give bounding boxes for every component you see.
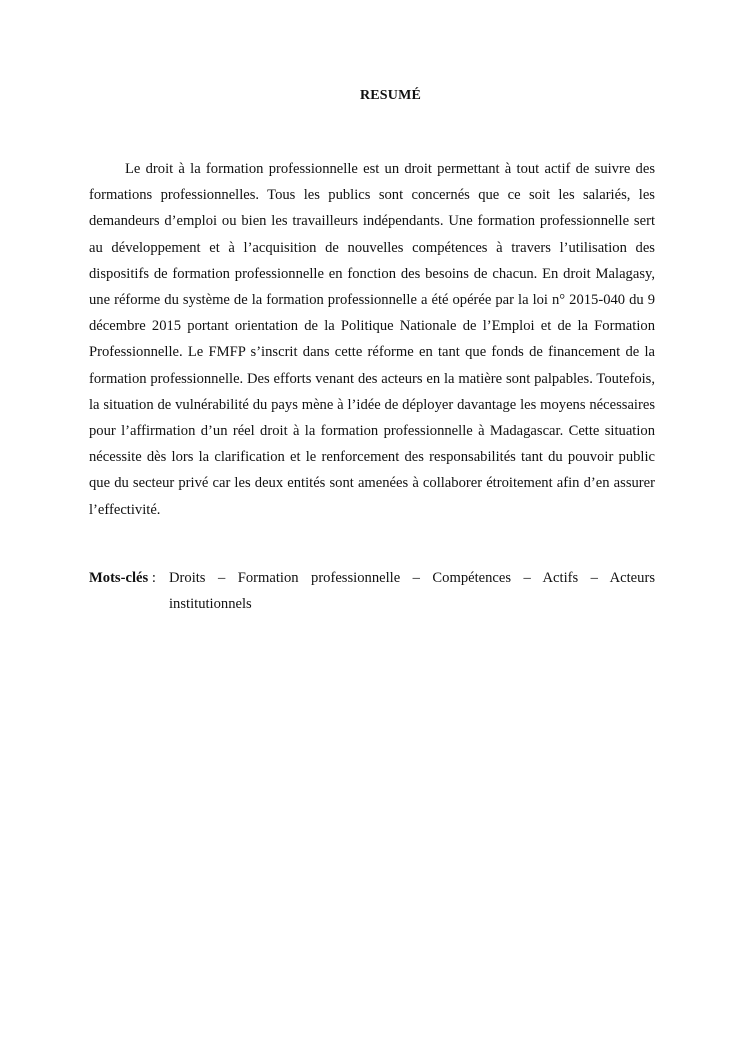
abstract-paragraph: Le droit à la formation professionnelle est un droit permettant à tout actif de suivre des formations professionnelles. Tous les publics sont concernés que ce soit les salariés, les demandeurs d’emploi ou bien les travailleurs indépendants. Une formation professionnelle sert au développement et à l’acquisition de nouvelles compétences à travers l’utilisation des dispositifs de formation professionnelle en fonction des besoins de chacun. En droit Malagasy, une réforme du système de la formation professionnelle a été opérée par la loi n° 2015-040 du 9 décembre 2015 portant orientation de la Politique Nationale de l’Emploi et de la Formation Professionnelle. Le FMFP s’inscrit dans cette réforme en tant que fonds de financement de la formation professionnelle. Des efforts venant des acteurs en la matière sont palpables. Toutefois, la situation de vulnérabilité du pays mène à l’idée de déployer davantage les moyens nécessaires pour l’affirmation d’un réel droit à la formation professionnelle à Madagascar. Cette situation nécessite dès lors la clarification et le renforcement des responsabilités tant du pouvoir public que du secteur privé car les deux entités sont amenées à collaborer étroitement afin d’en assurer l’effectivité. xyxy=(89,161,655,518)
keywords-label: Mots-clés xyxy=(89,570,149,586)
keywords-label-group xyxy=(89,565,156,591)
keywords-list: Droits – Formation professionnelle – Compétences – Actifs – Acteurs institutionnels xyxy=(169,570,655,612)
keywords-separator: : xyxy=(148,570,156,586)
abstract-title: RESUMÉ xyxy=(359,88,422,103)
keywords-section xyxy=(89,565,655,617)
